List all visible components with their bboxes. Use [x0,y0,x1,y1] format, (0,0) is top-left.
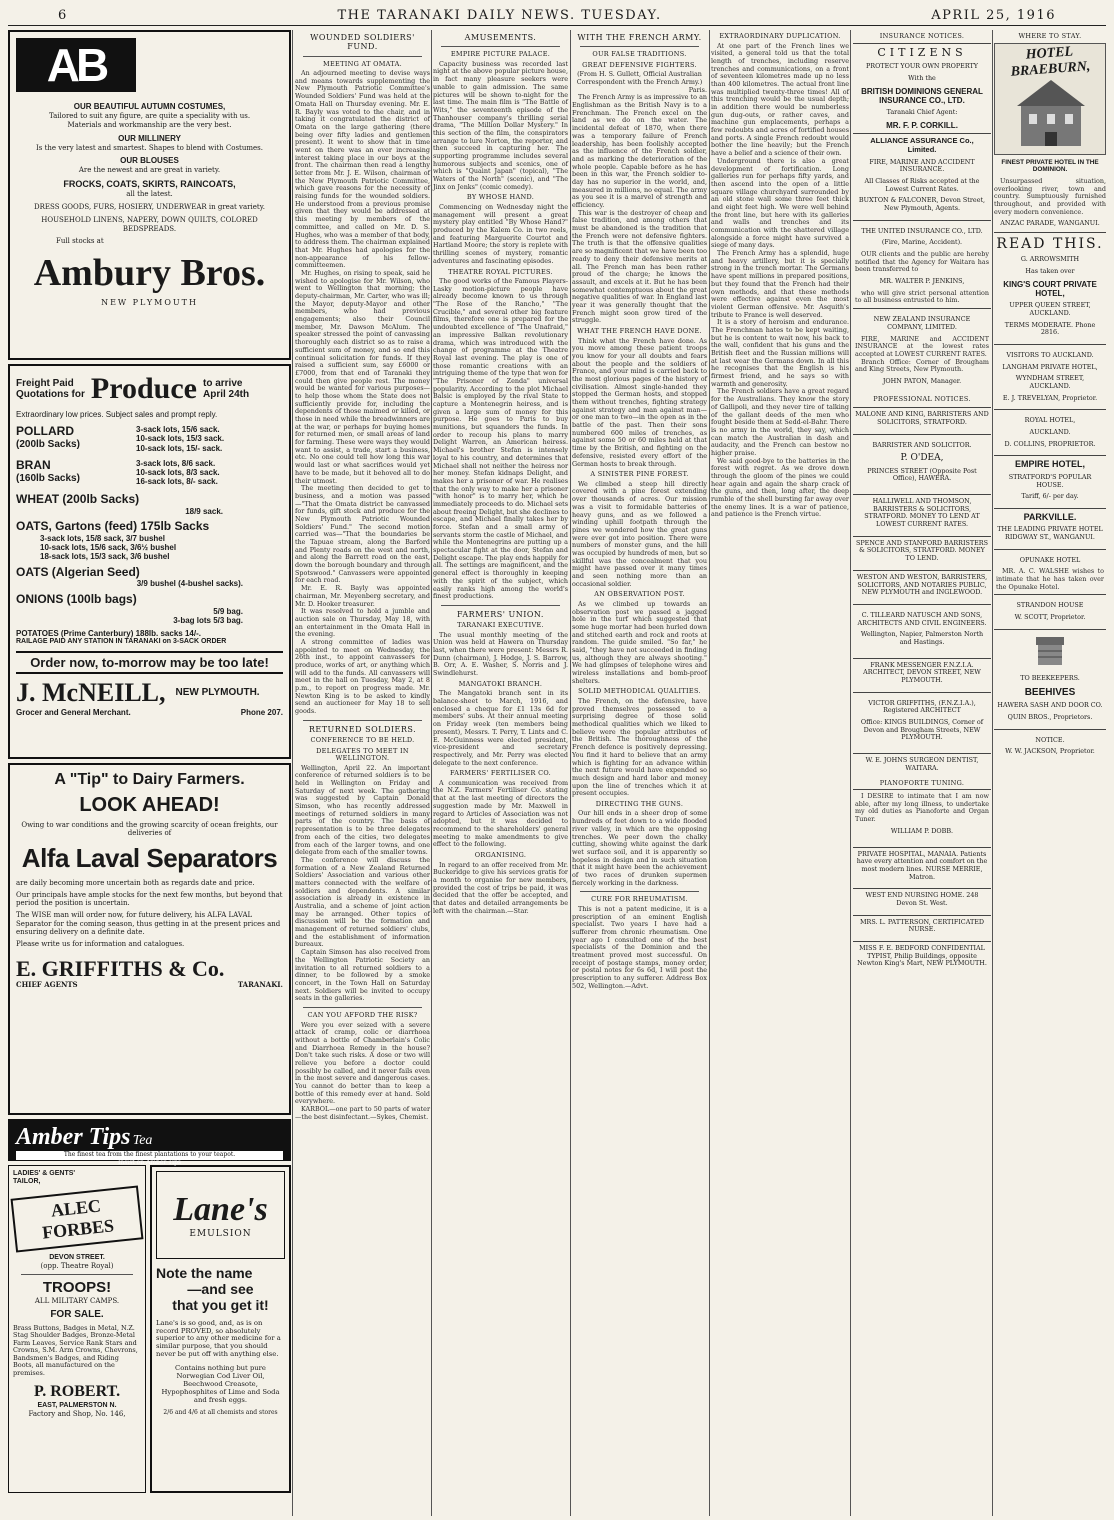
section-heading: INSURANCE NOTICES. [879,32,965,40]
article-subhead: EMPIRE PICTURE PALACE. [450,50,551,59]
notice-line: With the [908,73,936,82]
article-subhead: A SINISTER PINE FOREST. [590,470,689,479]
ambury-name: Ambury Bros. [33,252,266,294]
notice-line: Taranaki Chief Agent: [886,108,958,117]
notice-line: Has taken over [1025,266,1075,275]
notices-column [853,30,991,1516]
page-number: 6 [58,7,68,23]
article-paragraph: As we climbed up towards an observation post we passed a jagged hole in the turf which suggested that some huge mortar had been hurled down and stitched earth and rock and roots at random. The guide smiled. "So far," he said, "they have not succeeded in finding us, although they are always shooting." We had glimpses of telephone wires and wireless installations and bomb-proof shelters. [572,599,707,685]
item-name: OATS (Algerian Seed) [16,564,140,579]
ad-line: The WISE man will order now, for future delivery, his ALFA LAVAL Separator for the coming season, thus getting in at the present prices and ensuring delivery on a definite date. [16,911,281,936]
masthead-date: APRIL 25, 1916 [931,7,1056,23]
professional-notice: HALLIWELL AND THOMSON, BARRISTERS & SOLICITORS, STRATFORD. MONEY TO LEND AT LOWEST CURRENT RATES. [853,494,991,532]
notice-line: WILLIAM P. DOBB. [890,826,954,835]
robert-name: P. ROBERT. [33,1383,121,1401]
alfa-heading: Alfa Laval Separators [21,842,278,873]
professional-notice: PRIVATE HOSPITAL, MANAIA. Patients have every attention and comfort on the most modern lines. NURSE MERRIE, Matron. [853,847,991,885]
notice-line: QUIN BROS., Proprietors. [1007,712,1093,721]
notice-heading: NOTICE. [1035,735,1065,744]
ambury-town: NEW PLYMOUTH [101,297,198,307]
notice-line: AUCKLAND. [1029,428,1071,437]
article-paragraph: An adjourned meeting to devise ways and means towards supplementing the New Plymouth Patriotic Committee's Wounded Soldiers' Fund was held at the Omata Hall on Thursday evening. Mr. E. R. Bayly was voted to the chair, and in taking it congratulated the district of Omata on the large gathering (there being over fifty ladies and gentlemen present). It went to show that in time went on there was an ever increasing interest taking place in our boys at the front. The chairman then read a lengthy letter from Mr. J. E. Wilson, chairman of the New Plymouth Patriotic Committee, which gave reasons for the necessity of raising funds for the wounded soldiers. He understood from a previous promise given that they would be addressed at this meeting by members of the committee, and called on Mr. D. S. Hughes, who was a member of that body, to address them. The chairman explained that Mr. Hughes had apologies for the non-appearance of his fellow-committeemen. [295,69,430,270]
article-headline: AMUSEMENTS. [464,33,537,42]
notice-line: JOHN PATON, Manager. [882,376,962,385]
article-paragraph: At one part of the French lines we visited, a general told us that the total length of trenches, including reserve trenches and communications, on a front of seventeen kilometres made up no less than 400 kilometres. The actual front line was multiplied twenty-three times! All of this trenching would be the usual depth; in addition there would be numberless gun dug-outs, or rather caves, and machine gun emplacements, perhaps a few redoubts and acres of fortified houses and ports. A single French redoubt would bother the line heavily; but the French have a belief and a science of their own. [711,41,849,158]
article-subhead: CAN YOU AFFORD THE RISK? [307,1010,418,1019]
ad-line: Quotations for [16,389,85,401]
ad-line: NEW PLYMOUTH. [175,686,260,698]
price-line: 10-sack lots, 15/- sack. [136,443,223,453]
notice-line: I DESIRE to intimate that I am now able, after my long illness, to undertake my old duties as Pianoforte and Organ Tuner. [855,792,989,824]
article-paragraph: This war is the destroyer of cheap and false tradition, and among others that must be abandoned is the tradition that the French were not defensive fighters. The truth is that the offensive qualities are so magnificent that we have been too ready to deny their defensive merits at all. The French man has been rather proud of the charge; he knows the assault, and excels at it. But he has been somewhat contemptuous about the great negative qualities of war. In England last year it was generally thought that the French might soon grow tired of the struggle. [572,208,707,325]
article-subhead: CONFERENCE TO BE HELD. [310,736,415,745]
notice-line: All Classes of Risks accepted at the Lowest Current Rates. [864,176,980,193]
ad-line: ALL MILITARY CAMPS. [34,1296,120,1305]
ad-line: Please write us for information and catalogues. [16,939,185,948]
lanes-logo: Lane's [173,1190,268,1228]
notice-line: W. W. JACKSON, Proprietor. [1005,747,1095,756]
notice-heading: CITIZENS [877,45,967,59]
notice-line: D. COLLINS, PROPRIETOR. [1004,439,1096,448]
notice-line: FIRE, MARINE AND ACCIDENT INSURANCE. [869,157,975,174]
article-subhead: ORGANISING. [474,850,527,859]
price-line: 3-sack lots, 15/8 sack, 3/7 bushel [40,533,165,543]
ad-line: CHIEF AGENTS [16,980,78,990]
notice-line: (Fire, Marine, Accident). [881,238,963,247]
notice-heading: PARKVILLE. [1023,511,1077,522]
ad-line: Freight Paid [16,378,74,390]
lanes-emulsion-ad [150,1165,291,1493]
ad-line: Lane's is so good, and, as is on record PROVED, so absolutely superior to any other medicine for a similar purpose, that you should never be put off with anything else. [156,1318,281,1359]
article-headline: FARMERS' UNION. [457,609,544,619]
professional-notice: MRS. L. PATTERSON, CERTIFICATED NURSE. [853,915,991,937]
hotel-braeburn-illustration [994,43,1106,155]
article-subhead: GREAT DEFENSIVE FIGHTERS. [582,60,697,69]
ad-line: FOR SALE. [50,1308,104,1320]
notice-line: G. ARROWSMITH [1020,255,1080,264]
news-column-4 [572,30,707,1516]
article-paragraph: The French soldiers have a great regard for the Australians. They know the story of Gallipoli, and they never tire of talking of the gallant deeds of the men who fought beside them at Sedd-el-Bahr. There is no army in the world, they say, which can match the Australian in dash and audacity, and the French can bestow no higher praise. [711,387,849,457]
price-line: 5/9 bag. [213,606,243,616]
professional-notice: WEST END NURSING HOME. 248 Devon St. West. [853,888,991,910]
notice-line: OUR clients and the public are hereby notified that the Agency for Waitara has been transferred to [855,250,989,274]
ad-line: DRESS GOODS, FURS, HOSIERY, UNDERWEAR in great variety. [34,203,265,211]
professional-notice: MALONE AND KING, BARRISTERS AND SOLICITORS, STRATFORD. [853,407,991,429]
article-paragraph: Were you ever seized with a severe attack of cramp, colic or diarrhoea without a bottle of Chamberlain's Colic and Diarrhoea Remedy in the house? Don't take such risks. A dose or two will relieve you before a doctor could possibly be called, and it never fails even in the most severe and dangerous cases. You cannot do better than to keep a bottle of this remedy ever at hand. Sold everywhere. [295,1020,430,1106]
notice-heading: BEEHIVES [1024,686,1076,698]
article-subhead: EXTRAORDINARY DUPLICATION. [719,32,841,40]
notice-line: BUXTON & FALCONER, Devon Street, New Plymouth, Agents. [858,196,986,212]
notice-line: PROTECT YOUR OWN PROPERTY [865,62,979,71]
produce-ad [8,364,291,759]
notice-heading: FINEST PRIVATE HOTEL IN THE DOMINION. [1001,158,1099,174]
ad-line: 2/6 and 4/6 at all chemists and stores [163,1409,278,1417]
ad-line: OUR MILLINERY [118,133,181,143]
article-subhead: SOLID METHODICAL QUALITIES. [578,687,701,696]
notice-line: who will give strict personal attention to all business entrusted to him. [855,288,989,305]
ad-line: to arrive [203,378,243,390]
ad-line: (opp. Theatre Royal) [40,1262,114,1271]
forbes-robert-ad [8,1165,146,1493]
article-paragraph: The conference will discuss the formation of a New Zealand Returned Soldiers' Association and various other matters connected with the welfare of soldiers and dependents. A similar association is already in existence in Australia, and a scheme of joint action may be arranged. Other topics of discussion will be the formation and management of returned soldiers' clubs, and the establishment of information bureaux. [295,855,430,949]
notice-line: Tariff, 6/- per day. [1021,492,1079,501]
ad-line: TAILOR, [13,1178,41,1186]
notice-line: MR. F. P. CORKILL. [886,120,958,130]
section-heading: PIANOFORTE TUNING. [879,778,965,787]
article-paragraph: The French Army has a splendid, huge and heavy artillery, but it is specially strong in the trench mortar. The Germans have spent millions in prepared positions, but they found that the French had their own methods, and that these methods were effective against even the most violent German offensive. Mr. Asquith's tribute to France is well deserved. [711,249,849,319]
item-name: (160lb Sacks) [16,472,80,484]
professional-notice: WESTON AND WESTON, BARRISTERS, SOLICITORS, AND NOTARIES PUBLIC, NEW PLYMOUTH and INGLEWOOD. [853,570,991,600]
ad-line: LADIES' & GENTS' [13,1170,76,1177]
notice-heading: ALLIANCE ASSURANCE Co., Limited. [870,136,974,154]
notice-line: Unsurpassed situation, overlooking river, town and country. Sumptuously furnished throughout, and provided with every modern convenience. [994,176,1106,216]
notice-heading: ROYAL HOTEL, [1024,416,1076,425]
notice-line: LANGHAM PRIVATE HOTEL, [1002,362,1098,371]
article-subhead: CURE FOR RHEUMATISM. [591,895,688,904]
notice-heading: TO BEEKEEPERS. [1020,673,1080,682]
article-paragraph: The French Army is as impressive to an Englishman as the British Navy is to a Frenchman. The French excel on the land as we do on the water. The incidental defeat of 1870, when there was a temporary failure of French leadership, has been foolishly accepted as the influence of the French soldier, and as marking the deterioration of the whole people. Capable before as he has been in this war, the French soldier to-day has no superior in the world, and, measured in millions, no equal. The army as you see it is a marvel of strength and efficiency. [572,93,707,210]
masthead [8,4,1106,26]
notice-heading: EMPIRE HOTEL, [1014,459,1085,470]
ad-line: are daily becoming more uncertain both as regards date and price. [16,879,255,888]
ad-line: DEVON STREET. [49,1254,105,1262]
article-paragraph: Think what the French have done. As you move among these patient troops you know for your all doubts and fears about the people and the soldiers of France, and your mind is carried back to the most glorious pages of the history of civilisation. Almost single-handed they stopped the German hosts, and stopped them without trenches, fighting strategy against strategy and man against man—or one man to two—in the open as in the battle of the past. Then their sons numbered 600 miles of trenches, as against some 50 or 60 miles held at that time by the British, and fighting on the defensive, resisted every effort of the German hosts to break through. [572,336,707,468]
ad-line: HOUSEHOLD LINENS, NAPERY, DOWN QUILTS, COLORED BEDSPREADS. [41,215,258,233]
ab-monogram: AB [16,38,136,92]
ad-heading: A "Tip" to Dairy Farmers. [54,771,245,788]
alfa-laval-ad [8,763,291,1115]
ad-heading: Note the name [156,1265,253,1281]
price-line: 18/9 sack. [185,506,223,516]
ad-line: all the latest. [126,190,173,199]
ad-line: OUR BEAUTIFUL AUTUMN COSTUMES, [73,102,226,111]
notice-heading: VISITORS TO AUCKLAND. [1006,350,1094,359]
griffiths-name: E. GRIFFITHS & Co. [16,955,225,981]
ad-line: Are the newest and are great in variety. [78,166,221,175]
ad-line: The finest tea from the finest plantations to your teapot. [16,1151,283,1160]
notice-heading: STRANDON HOUSE [1016,601,1084,610]
item-name: BRAN [16,457,51,472]
article-paragraph: A strong committee of ladies was appointed to meet on Wednesday, the 26th inst., to appoint canvassers for produce, works of art, or anything which will add to the funds. All canvassers will meet in the hall on Tuesday, May 2, at 8 p.m., to report on progress made. Mr. Newton King is to be asked to kindly send an auctioneer for May 18 to sell goods. [295,637,430,716]
article-subhead: OUR FALSE TRADITIONS. [592,50,687,59]
article-paragraph: The meeting then decided to get to business, and a motion was passed—"That the Omata district be canvassed for funds, gift stock and produce for the New Plymouth Patriotic Wounded Soldiers' Fund." The second motion carried was—"That the boundaries be the Tapuae stream, along the Barford and Plenty roads on the west and north, and along the Barrett road on the east, down the borough boundary and through Spotswood." Canvassers were appointed for each road. [295,484,430,585]
article-paragraph: The French, on the defensive, have proved themselves possessed to a surprising degree of those solid methodical qualities which we liked to believe were the popular attributes of the British. The thoroughness of the French defence is positively depressing. You find it hard to believe that an army which is fighting for an advance within the next future would have expended so much design and hard labor and money upon the line of trenches which it at present occupies. [572,697,707,798]
notice-line: Office: KINGS BUILDINGS, Corner of Devon and Brougham Streets, NEW PLYMOUTH. [860,718,984,742]
article-paragraph: The Mangatoki branch sent in its balance-sheet to March, 1916, and enclosed a cheque for £1 13s 6d for members' subs. At their annual meeting on Friday week (ten members being present), Messrs. T. Perry, T. Lints and C. E. McGuinness were elected president, vice-president and secretary respectively, and Mr. Perry was elected delegate to the next conference. [433,689,568,767]
ad-heading: that you get it! [172,1297,269,1314]
ad-line: RAILAGE PAID ANY STATION IN TARANAKI on 3-SACK ORDER [16,638,227,646]
notice-heading: KING'S COURT PRIVATE HOTEL, [1003,279,1097,298]
article-paragraph: Our hill ends in a sheer drop of some hundreds of feet down to a wide flooded river valley, in which are the opposing trenches. We peer down the chalky cutting, showing white against the dark wet surface soil, and it is apparently so hopeless in design and in such situation that it might have been the achievement of two races of drunken supermen fiercely working in the darkness. [572,809,707,887]
article-subhead: WHAT THE FRENCH HAVE DONE. [577,327,702,336]
ad-line: OUR BLOUSES [120,156,179,166]
article-paragraph: In regard to an offer received from Mr. Buckeridge to give his services gratis for a month to organise for new members, provided the cost of trips be paid, it was decided that the offer be accepted, and that dates and detailed arrangements be left with the chairman.—Star. [433,860,568,915]
price-line: 18-sack lots, 15/3 sack, 3/6 bushel [40,552,170,562]
ad-line: Tea [132,1133,153,1148]
ambury-bros-ad [8,30,291,360]
professional-notice: SPENCE AND STANFORD BARRISTERS & SOLICITORS, STRATFORD. MONEY TO LEND. [853,536,991,566]
notice-line: ANZAC PARADE, WANGANUI. [1000,219,1100,228]
ad-line: Full stocks at [56,237,104,246]
ad-line: FROCKS, COATS, SKIRTS, RAINCOATS, [63,179,236,189]
amber-logo: Amber Tips [16,1124,131,1150]
article-subhead: DELEGATES TO MEET IN WELLINGTON. [316,746,409,763]
item-name: OATS, Gartons (feed) 175lb Sacks [16,518,210,533]
notice-line: MR. WALTER P. JENKINS, [879,277,965,286]
professional-notice: W. E. JOHNS SURGEON DENTIST, WAITARA. [853,753,991,775]
ad-line: Is the very latest and smartest. Shapes to blend with Costumes. [36,143,263,152]
article-paragraph: Captain Simson has also received from the Wellington Patriotic Society an invitation to all returned soldiers to a dinner, to be followed by a smoke concert, in the Town Hall on Saturday next. Soldiers will be invited to occupy seats in the galleries. [295,948,430,1003]
ad-line: Tailored to suit any figure, are quite a speciality with us. [48,112,251,120]
article-paragraph: Mr. Hughes, on rising to speak, said he wished to apologise for Mr. Wilson, who went to Wellington that morning; the deputy-chairman, Mr. Carter, who was ill; the Mayor, deputy-Mayor and other members, who had previous engagements; also their Council member, Mr. Dawson McAlum. The speaker stressed the point of canvassing thoroughly each district so as to raise a sufficient sum of money, and so end this continual solicitation for funds. If they raised a sufficient sum, say £6000 or £7000, from that end of Taranaki they could then give people rest. The money would be wanted for various purposes—to help those whom the State does not sufficiently provide for, including the dependents of those maimed or killed, or those in need while the breadwinners are at the war, or perhaps for buying homes for returned men, or small areas of land for farming. These were ways they would want to assist, a trade, start a business, etc. No one could tell how long this war would last or what sacrifices would yet have to be made, but it behoved all to do their utmost. [295,268,430,485]
article-subhead: MANGATOKI BRANCH. [458,679,543,688]
article-headline: WOUNDED SOLDIERS' FUND. [310,33,415,52]
article-paragraph: KARBOL—one part to 50 parts of water—the best disinfectant.—Sykes, Chemist. [295,1105,430,1121]
article-subhead: DIRECTING THE GUNS. [595,799,684,808]
notice-heading: THE UNITED INSURANCE CO., LTD. [861,226,983,235]
section-heading: WHERE TO STAY. [1018,32,1082,40]
amber-tips-ad [8,1119,291,1166]
notice-line: Wellington, Napier, Palmerston North and Hastings. [860,630,984,646]
notice-line: FIRE, MARINE and ACCIDENT INSURANCE at the lowest rates accepted at LOWEST CURRENT RATES. [855,334,989,358]
article-paragraph: Capacity business was recorded last night at the above popular picture house, in fact many pleasure seekers were unable to gain admission. The same pictures will be shown to-night for the last time. The main film is "The Battle of Wits," the seventeenth episode of the Thanhouser company's thrilling serial drama, "The Million Dollar Mystery." In this section of the film, the conspirators arrange to lure Norton, the reporter, and then succeed in capturing her. The supporting programme includes several humorous subjects and scenics, one of which is "Quaint Japan" (topical), "The Waters of the North" (scenic), and "The Jinx on Jenks" (comic comedy). [433,59,568,191]
ad-line: Factory and Shop, No. 146, [28,1409,126,1418]
mcneill-name: J. McNEILL, [16,677,166,707]
professional-notice: MISS F. E. BEDFORD CONFIDENTIAL TYPIST, Philip Buildings, opposite Newton King's Mart, NEW PLYMOUTH. [853,941,991,971]
price-line: 3-bag lots 5/3 bag. [173,615,243,625]
notice-line: MR. A. C. WALSHE wishes to intimate that he has taken over the Opunake Hotel. [996,567,1104,591]
notice-line: WYNDHAM STREET, AUCKLAND. [1015,374,1085,390]
notice-heading: P. O'DEA, [900,453,944,464]
notice-heading: VICTOR GRIFFITHS, (F.N.Z.I.A.), Registered ARCHITECT [868,698,976,715]
article-headline: WITH THE FRENCH ARMY. [577,33,702,42]
ad-line: Insist on Amber Tips [117,1158,182,1166]
ad-heading: —and see [187,1281,254,1298]
ad-line: Materials and workmanship are the very best. [67,120,232,129]
price-line: 10-sack lots, 15/3 sack. [136,434,225,444]
article-subhead: THEATRE ROYAL PICTURES. [448,267,553,276]
notice-heading: READ THIS. [996,236,1104,253]
ad-line: EAST, PALMERSTON N. [37,1401,117,1409]
ads-column [8,30,291,1516]
produce-heading: Produce [90,372,197,405]
ad-line: Brass Buttons, Badges in Metal, N.Z. Stag Shoulder Badges, Bronze-Metal Farm Leaves, Service Rank Stars and Crowns, S.M. Arm Crowns, Chevrons, Bandsmen's Badges, and Riding Boots, all manufactured on the premises. [13,1323,138,1377]
notice-line: STRATFORD'S POPULAR HOUSE. [1008,472,1092,489]
ad-line: Our principals have ample stocks for the next few months, but beyond that period the position is uncertain. [16,891,283,908]
news-column-3 [433,30,568,1516]
ad-heading: LOOK AHEAD! [79,793,220,816]
article-subhead: AN OBSERVATION POST. [594,590,685,599]
article-subhead: FARMERS' FERTILISER CO. [449,769,551,778]
beehive-icon [1030,633,1070,669]
price-line: 3/9 bushel (4-bushel sacks). [136,579,243,589]
price-line: 16-sack lots, 8/- sack. [136,477,218,487]
notice-heading: OPUNAKE HOTEL [1019,555,1081,564]
article-paragraph: Mr. E. R. Bayly was appointed chairman, Mr. Meyenberg secretary, and Mr. D. Hooker treasurer. [295,584,430,608]
article-subhead: TARANAKI EXECUTIVE. [457,621,544,630]
article-dateline: Paris. [688,85,707,94]
notice-line: W. SCOTT, Proprietor. [1014,613,1086,622]
article-paragraph: A communication was received from the N.Z. Farmers' Fertiliser Co. stating that at the last meeting of directors the suggestion made by Mr. Maxwell in regard to Articles of Association was not adopted, but it was decided to recommend to the shareholders' general meeting to make amendments to give effect to the following. [433,778,568,849]
section-heading: PROFESSIONAL NOTICES. [873,394,971,403]
ad-line: Grocer and General Merchant. [16,707,131,717]
ad-line: Owing to war conditions and the growing scarcity of ocean freights, our deliveries of [21,820,278,837]
article-paragraph: It was resolved to hold a jumble and auction sale on Thursday, May 18, with an entertainment in the Omata Hall in the evening. [295,607,430,639]
article-byline: (From H. S. Gullett, Official Australian Correspondent with the French Army.) [576,70,703,87]
ad-line: EMULSION [189,1228,252,1239]
price-line: POTATOES (Prime Canterbury) 188lb. sacks 14/-. [16,629,201,639]
forbes-name: ALEC FORBES [11,1186,144,1253]
where-to-stay-column [994,30,1106,1516]
order-line: Order now, to-morrow may be too late! [16,651,283,674]
price-line: 10-sack lots, 15/6 sack, 3/6½ bushel [40,543,177,552]
article-paragraph: The usual monthly meeting of the Union was held at Hawera on Thursday last, when there were present: Messrs R. Dunn (chairman), J. Hodge, J. S. Barrow, B. Orr, A. E. Washer, S. Norris and J. Swindlehurst. [433,630,568,678]
article-paragraph: The good works of the Famous Players-Lasky motion-picture people have already become known to us through "The Rose of the Rancho," "The Crucible," and several other big feature films, therefore one is prepared for the undoubted excellence of "The Unafraid," an impressive Balkan revolutionary drama, which was introduced with the change of programme at the Theatre Royal last evening. The play is one of those romantic creations with an intriguing theme of the type that won for "The Prisoner of Zenda" universal popularity. According to the plot Michael Balsic is employed by the rival State to capture a Montenegrin heiress, and is given a large sum of money for this purpose. He goes to Paris to buy munitions, but squanders the funds. In order to recoup his plans to marry Delight Warren, an American heiress. Michael's brother Stefan is intensely loyal to his country, and determines that Michael shall not neither the heiress nor her money. Stefan kidnaps Delight, and makes her a prisoner of war. He realises that the only way to make her a prisoner "with honor" is to marry her, which he immediately proceeds to do. Michael sets about freeing Delight, but she declines to escape, and Michael finally takes her by force. Stefan and a small army of servants storm the castle of Michael, and while the Montenegrins are putting up a spectacular fight at the door, Stefan and Delight escape. The play ends happily for all. The settings are magnificent, and the general effect is thoroughly in keeping with the spirit of the subject, which easily ranks high among the world's finest productions. [433,277,568,601]
article-headline: RETURNED SOLDIERS. [308,724,417,734]
item-name: WHEAT (200lb Sacks) [16,491,140,506]
item-name: POLLARD [16,424,74,439]
item-name: ONIONS (100lb bags) [16,591,137,606]
news-column-5 [711,30,849,1516]
ad-line: Phone 207. [240,707,283,717]
ad-line: April 24th [203,389,250,401]
article-paragraph: We climbed a steep hill directly covered with a pine forest extending over thousands of acres. Our mission was a visit to formidable batteries of heavy guns, and as we followed a winding uphill footpath through the pines we wondered how the great guns were ever got into position. There were numbers of monster guns, and the hill was occupied by hundreds of men, but so skillful was the concealment that you might have passed over it many times and seen nothing more than an occasional soldier. [572,479,707,588]
news-column-2 [295,30,430,1516]
professional-notice: FRANK MESSENGER F.N.Z.I.A. ARCHITECT, DEVON STREET, NEW PLYMOUTH. [853,658,991,688]
article-subhead: BY WHOSE HAND. [466,193,535,202]
article-paragraph: This is not a patent medicine, it is a prescription of an eminent English specialist. Two years I have had a sufferer from chronic rheumatism. One year ago I consulted one of the best specialists of the Dominion and the treatment proved most successful. On receipt of postage stamps, money order, or postal notes for 6s 6d, I will post the prescription to any sufferer. Address Box 502, Wellington.—Advt. [572,904,707,990]
notice-line: THE LEADING PRIVATE HOTEL RIDGWAY ST., WANGANUI. [997,525,1103,542]
notice-line: BARRISTER AND SOLICITOR. [872,440,972,449]
article-paragraph: Commencing on Wednesday night the management will present a great mystery play entitled "By Whose Hand?" produced by the Kalem Co. in two reels, and featuring Marguerite Courtot and Hartland Moore; the story is replete with thrilling scenes of mystery, romantic adventures and fascinating episodes. [433,203,568,265]
notice-heading: NEW ZEALAND INSURANCE COMPANY, LIMITED. [873,315,971,331]
troops-heading: TROOPS! [42,1279,112,1297]
price-line: 10-sack lots, 8/3 sack. [136,468,220,478]
ad-line: Extraordinary low prices. Subject sales and prompt reply. [16,409,218,419]
notice-line: TERMS MODERATE. Phone 2816. [1004,320,1096,337]
notice-heading: C. TILLEARD NATUSCH AND SONS, ARCHITECTS AND CIVIL ENGINEERS. [857,610,987,627]
notice-line: Branch Office: Corner of Brougham and King Streets, New Plymouth. [855,357,989,374]
notice-line: UPPER QUEEN STREET, AUCKLAND. [1009,301,1091,317]
ad-line: Contains nothing but pure Norwegian Cod Liver Oil, Beechwood Creasote, Hypophosphites of Lime and Soda and fresh eggs. [161,1364,280,1404]
price-line: 3-sack lots, 15/6 sack. [136,425,220,435]
notice-line: PRINCES STREET (Opposite Post Office), HAWERA. [867,466,977,483]
article-paragraph: Underground there is also a great development of fortification. Long galleries run for perhaps fifty yards, and then ascend into the open of a little square village churchyard surrounded by an old stone wall some three feet thick and eight feet high. We were well behind the front line, but here with its galleries and walls and trenches and its communication with the shattered village alongside a force might have survived a siege of many days. [711,156,849,250]
masthead-title: THE TARANAKI DAILY NEWS. TUESDAY. [337,7,662,23]
article-paragraph: Wellington, April 22. An important conference of returned soldiers is to be held in Wellington on Friday and Saturday of next week. The gathering was suggested by Captain Donald Simson, who has recently addressed meetings of returned soldiers in many parts of the country. The basis of representation is to be three delegates from each of the cities, two delegates from each of the larger towns, and one delegate from each of the smaller towns. [295,763,430,857]
notice-line: BRITISH DOMINIONS GENERAL INSURANCE CO., LTD. [861,86,983,105]
article-paragraph: We said good-bye to the batteries in the forest with regret. As we drove down through the gloom of the pines we could hear again and again the sharp crack of the guns, and then, long after, the deep rumble of the shell bursting far away over the enemy lines. It is a war of patience, and patience is the French virtue. [711,456,849,519]
notice-line: HAWERA SASH AND DOOR CO. [997,701,1103,710]
ad-line: TARANAKI. [237,980,283,990]
price-line: 3-sack lots, 8/6 sack. [136,458,216,468]
item-name: (200lb Sacks) [16,438,80,450]
notice-line: E. J. TREVELYAN, Proprietor. [1002,393,1098,402]
article-paragraph: It is a story of heroism and endurance. The Frenchman hates to be kept waiting, but he is content to wait now, his back to the wall, confident that his guns and the British fleet and the Russian millions will at last wear the Germans down. In all this he recognises that the English is his firmest friend, and he says so with warmth and generosity. [711,318,849,388]
hotel-name: HOTEL BRAEBURN, [1010,43,1091,80]
article-subhead: MEETING AT OMATA. [323,59,402,68]
